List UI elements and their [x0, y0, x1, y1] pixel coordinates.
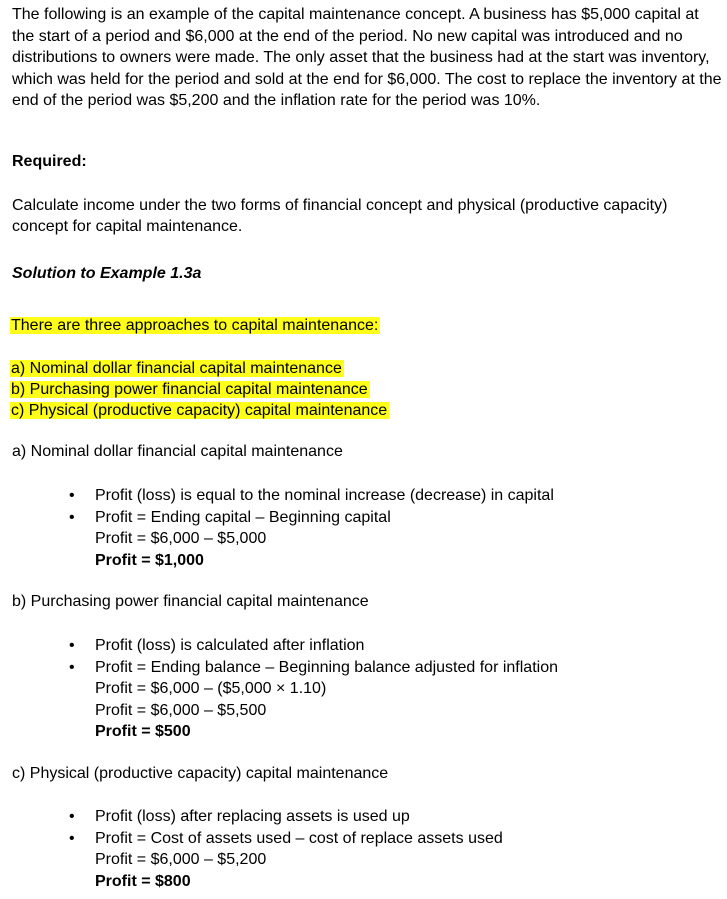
section-b-bullets [69, 635, 558, 743]
approaches-list [10, 358, 389, 421]
intro-paragraph: The following is an example of the capital maintenance concept. A business has $5,000 capital at the start of a period and $6,000 at the end of the period. No new capital was introduced and no distributions to owners were made. The only asset that the business had at the start was inventory, which was held for the period and sold at the end for $6,000. The cost to replace the inventory at the end of the period was $5,200 and the inflation rate for the period was 10%. [12, 6, 722, 109]
approach-item: a) Nominal dollar financial capital maintenance [11, 360, 342, 377]
bullet-icon: • [69, 508, 75, 526]
calc-line: Profit = $6,000 – $5,500 [95, 701, 267, 719]
result-line: Profit = $500 [95, 723, 191, 740]
bullet-item: • Profit = Cost of assets used – cost of replace assets used [78, 828, 503, 850]
bullet-icon: • [69, 637, 75, 654]
bullet-item: • Profit = Ending balance – Beginning balance adjusted for inflation [78, 657, 558, 679]
approaches-intro [10, 316, 380, 336]
bullet-icon: • [69, 829, 75, 847]
section-a-heading: a) Nominal dollar financial capital maintenance [12, 443, 343, 460]
bullet-item: • Profit (loss) after replacing assets is used up [78, 806, 503, 828]
bullet-icon: • [69, 487, 75, 504]
task-paragraph: Calculate income under the two forms of financial concept and physical (productive capacity) concept for capital maintenance. [12, 197, 668, 235]
bullet-icon: • [69, 808, 75, 825]
bullet-item: • Profit = Ending capital – Beginning capital [78, 507, 554, 529]
approach-item: c) Physical (productive capacity) capital maintenance [11, 402, 388, 419]
bullet-item: • Profit (loss) is equal to the nominal increase (decrease) in capital [78, 485, 554, 507]
approaches-intro-text: There are three approaches to capital maintenance: [11, 317, 379, 334]
section-c-bullets [69, 806, 503, 892]
calc-line: Profit = $6,000 – $5,000 [95, 530, 267, 547]
bullet-item: • Profit (loss) is calculated after inflation [78, 635, 558, 657]
solution-title: Solution to Example 1.3a [12, 265, 202, 282]
result-line: Profit = $1,000 [95, 551, 204, 569]
bullet-icon: • [69, 658, 75, 676]
section-a-bullets [69, 485, 554, 571]
section-b-heading: b) Purchasing power financial capital maintenance [12, 593, 369, 610]
result-line: Profit = $800 [95, 872, 191, 890]
calc-line: Profit = $6,000 – $5,200 [95, 851, 267, 868]
required-label: Required: [12, 153, 87, 170]
calc-line: Profit = $6,000 – ($5,000 × 1.10) [95, 680, 327, 697]
section-c-heading: c) Physical (productive capacity) capital maintenance [12, 765, 389, 782]
approach-item: b) Purchasing power financial capital maintenance [11, 381, 368, 398]
